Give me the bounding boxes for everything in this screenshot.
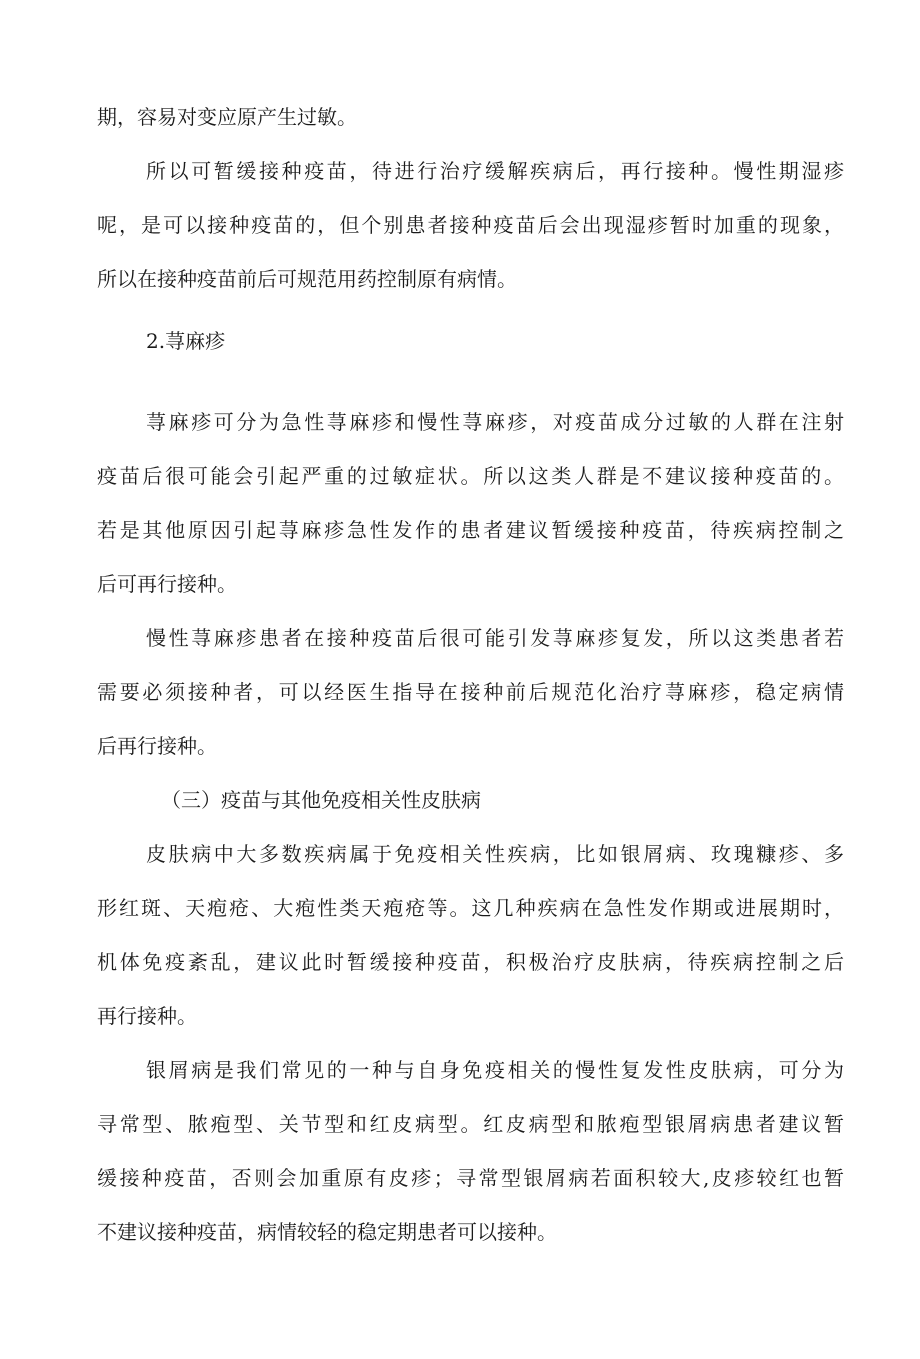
paragraph-urticaria-line-2	[0, 461, 920, 491]
text-line: 若是其他原因引起荨麻疹急性发作的患者建议暂缓接种疫苗，待疾病控制之	[97, 518, 844, 542]
paragraph-immune-line-4	[0, 1001, 920, 1031]
section-heading-immune-skin-disease	[0, 785, 920, 815]
paragraph-eczema-advice-line-3	[0, 264, 920, 294]
text-line: 寻常型、脓疱型、关节型和红皮病型。红皮病型和脓疱型银屑病患者建议暂	[97, 1112, 844, 1136]
text-line: 机体免疫紊乱，建议此时暂缓接种疫苗，积极治疗皮肤病，待疾病控制之后	[97, 950, 844, 974]
text-line: 银屑病是我们常见的一种与自身免疫相关的慢性复发性皮肤病，可分为	[146, 1058, 844, 1082]
paragraph-chronic-urticaria-line-2	[0, 677, 920, 707]
text-line: 皮肤病中大多数疾病属于免疫相关性疾病，比如银屑病、玫瑰糠疹、多	[146, 842, 844, 866]
text-line: 后可再行接种。	[97, 572, 237, 596]
text-line: 疫苗后很可能会引起严重的过敏症状。所以这类人群是不建议接种疫苗的。	[97, 464, 844, 488]
text-line: 需要必须接种者，可以经医生指导在接种前后规范化治疗荨麻疹，稳定病情	[97, 680, 844, 704]
text-line: 不建议接种疫苗，病情较轻的稳定期患者可以接种。	[97, 1220, 557, 1244]
paragraph-chronic-urticaria-line-3	[0, 731, 920, 761]
paragraph-immune-line-1	[0, 839, 920, 869]
paragraph-urticaria-line-1	[0, 407, 920, 437]
text-line: 荨麻疹可分为急性荨麻疹和慢性荨麻疹，对疫苗成分过敏的人群在注射	[146, 410, 844, 434]
paragraph-chronic-urticaria-line-1	[0, 623, 920, 653]
text-line: 期，容易对变应原产生过敏。	[97, 105, 357, 129]
text-line: 所以在接种疫苗前后可规范用药控制原有病情。	[97, 267, 517, 291]
paragraph-psoriasis-line-2	[0, 1109, 920, 1139]
paragraph-immune-line-2	[0, 893, 920, 923]
paragraph-urticaria-line-4	[0, 569, 920, 599]
paragraph-immune-line-3	[0, 947, 920, 977]
section-heading: 2.荨麻疹	[146, 329, 226, 353]
paragraph-eczema-advice-line-1	[0, 156, 920, 186]
text-line: 形红斑、天疱疮、大疱性类天疱疮等。这几种疾病在急性发作期或进展期时，	[97, 896, 844, 920]
text-line: 慢性荨麻疹患者在接种疫苗后很可能引发荨麻疹复发，所以这类患者若	[146, 626, 844, 650]
paragraph-eczema-end	[0, 102, 920, 132]
paragraph-psoriasis-line-1	[0, 1055, 920, 1085]
paragraph-psoriasis-line-4	[0, 1217, 920, 1247]
text-line: 呢，是可以接种疫苗的，但个别患者接种疫苗后会出现湿疹暂时加重的现象，	[97, 213, 844, 237]
section-heading-urticaria	[0, 326, 920, 356]
text-line: 后再行接种。	[97, 734, 217, 758]
text-line: 缓接种疫苗，否则会加重原有皮疹；寻常型银屑病若面积较大,皮疹较红也暂	[97, 1166, 844, 1190]
text-line: 再行接种。	[97, 1004, 197, 1028]
paragraph-urticaria-line-3	[0, 515, 920, 545]
paragraph-eczema-advice-line-2	[0, 210, 920, 240]
section-heading: （三）疫苗与其他免疫相关性皮肤病	[161, 788, 481, 812]
paragraph-psoriasis-line-3	[0, 1163, 920, 1193]
text-line: 所以可暂缓接种疫苗，待进行治疗缓解疾病后，再行接种。慢性期湿疹	[146, 159, 844, 183]
